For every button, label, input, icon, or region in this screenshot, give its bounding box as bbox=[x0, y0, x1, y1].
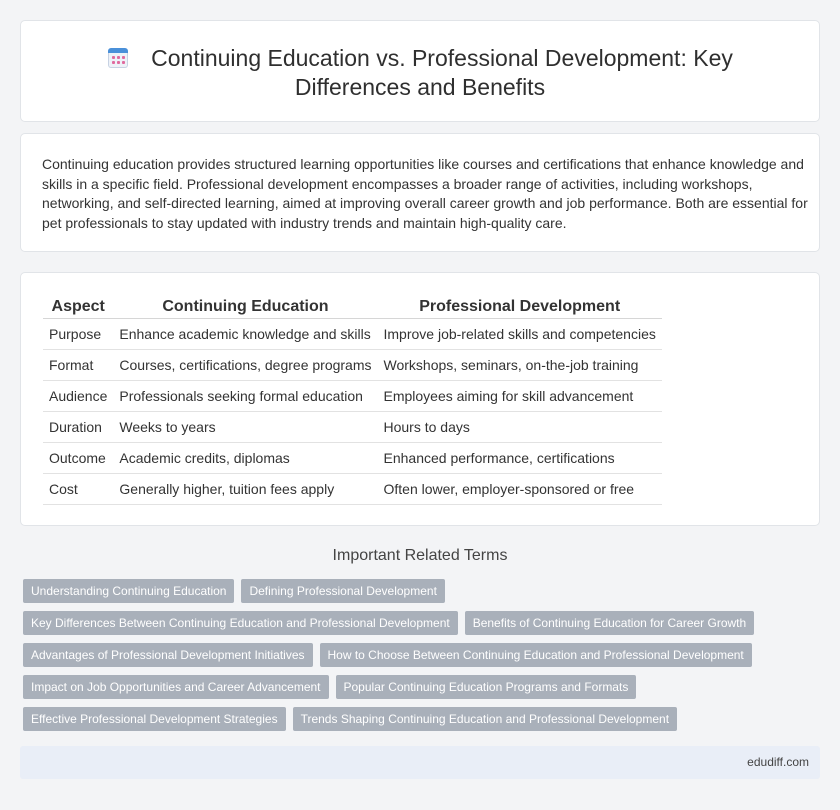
footer-brand[interactable]: edudiff.com bbox=[747, 755, 809, 769]
page-title bbox=[21, 44, 819, 102]
table-cell: Courses, certifications, degree programs bbox=[113, 350, 377, 381]
table-cell: Generally higher, tuition fees apply bbox=[113, 474, 377, 505]
comparison-card bbox=[20, 272, 820, 526]
related-term-tag[interactable]: Impact on Job Opportunities and Career Advancement bbox=[23, 675, 329, 699]
related-term-tag[interactable]: Understanding Continuing Education bbox=[23, 579, 234, 603]
table-cell: Cost bbox=[43, 474, 113, 505]
table-row bbox=[43, 474, 662, 505]
footer bbox=[20, 746, 820, 779]
related-term-tag[interactable]: Key Differences Between Continuing Education and Professional Development bbox=[23, 611, 458, 635]
table-row bbox=[43, 443, 662, 474]
related-term-tag[interactable]: Benefits of Continuing Education for Career Growth bbox=[465, 611, 754, 635]
table-cell: Enhance academic knowledge and skills bbox=[113, 319, 377, 350]
title-line-2: Differences and Benefits bbox=[294, 74, 546, 100]
table-header-row bbox=[43, 296, 662, 319]
table-cell: Workshops, seminars, on-the-job training bbox=[378, 350, 662, 381]
table-cell: Outcome bbox=[43, 443, 113, 474]
table-cell: Employees aiming for skill advancement bbox=[378, 381, 662, 412]
related-term-tag[interactable]: Defining Professional Development bbox=[241, 579, 444, 603]
table-cell: Duration bbox=[43, 412, 113, 443]
related-term-tag[interactable]: Effective Professional Development Strategies bbox=[23, 707, 286, 731]
table-row bbox=[43, 319, 662, 350]
related-terms-heading: Important Related Terms bbox=[332, 547, 508, 564]
related-term-tag[interactable]: How to Choose Between Continuing Education and Professional Development bbox=[320, 643, 752, 667]
comparison-table bbox=[43, 296, 662, 505]
related-term-tag[interactable]: Popular Continuing Education Programs and Formats bbox=[336, 675, 637, 699]
header-continuing-education: Continuing Education bbox=[113, 296, 377, 319]
header-aspect: Aspect bbox=[43, 296, 113, 319]
title-line-1: Continuing Education vs. Professional Development: Key bbox=[151, 45, 733, 71]
table-cell: Often lower, employer-sponsored or free bbox=[378, 474, 662, 505]
table-cell: Enhanced performance, certifications bbox=[378, 443, 662, 474]
intro-paragraph: Continuing education provides structured learning opportunities like courses and certifications that enhance knowledge and skills in a specific field. Professional development encompasses a broader range of activities, including workshops, networking, and self-directed learning, aimed at improving overall career growth and job performance. Both are essential for pet professionals to stay updated with industry trends and maintain high-quality care. bbox=[42, 156, 808, 231]
calendar-icon bbox=[107, 47, 129, 69]
table-cell: Audience bbox=[43, 381, 113, 412]
table-cell: Academic credits, diplomas bbox=[113, 443, 377, 474]
header-professional-development: Professional Development bbox=[378, 296, 662, 319]
table-cell: Purpose bbox=[43, 319, 113, 350]
table-row bbox=[43, 412, 662, 443]
related-terms-list bbox=[23, 579, 823, 739]
intro-card bbox=[20, 133, 820, 252]
table-cell: Improve job-related skills and competencies bbox=[378, 319, 662, 350]
related-term-tag[interactable]: Advantages of Professional Development Initiatives bbox=[23, 643, 313, 667]
table-row bbox=[43, 381, 662, 412]
related-term-tag[interactable]: Trends Shaping Continuing Education and Professional Development bbox=[293, 707, 677, 731]
table-row bbox=[43, 350, 662, 381]
table-cell: Weeks to years bbox=[113, 412, 377, 443]
title-card bbox=[20, 20, 820, 122]
table-cell: Hours to days bbox=[378, 412, 662, 443]
table-cell: Professionals seeking formal education bbox=[113, 381, 377, 412]
table-cell: Format bbox=[43, 350, 113, 381]
